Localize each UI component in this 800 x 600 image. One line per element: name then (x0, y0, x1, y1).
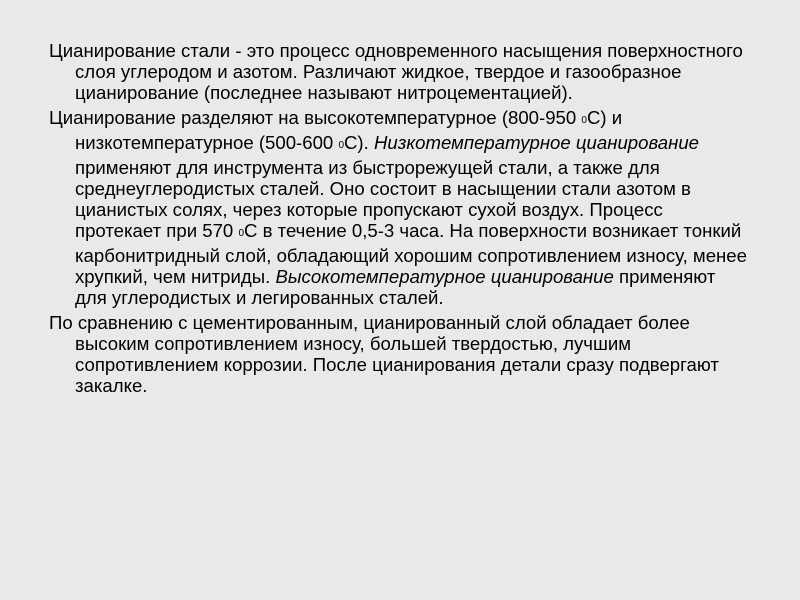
paragraph-cyanidation-types (49, 107, 753, 308)
paragraph-cyanidation-definition (49, 40, 749, 103)
text-segment: С) и низкотемпературное (500-600 (75, 107, 628, 153)
italic-term-high-temp: Высокотемпературное цианирование (275, 266, 614, 287)
degree-superscript: 0 (581, 115, 587, 126)
text-segment: С в течение 0,5-3 часа. На поверхности возникает тонкий карбонитридный слой, обладающий хорошим сопротивлением износу, менее хрупкий, чем нитриды. (75, 220, 753, 287)
text-segment: С). (344, 132, 374, 153)
text-segment: Цианирование стали - это процесс одновременного насыщения поверхностного слоя углеродом и азотом. Различают жидкое, твердое и газообразное цианирование (последнее называют нитроцементацией). (49, 40, 749, 103)
text-segment: применяют для инструмента из быстрорежущей стали, а также для среднеуглеродистых сталей. Оно состоит в насыщении стали азотом в цианистых солях, через которые пропускают сухой воздух. Процесс протекает при 570 (75, 132, 705, 241)
degree-superscript: 0 (238, 228, 244, 239)
text-segment: Цианирование разделяют на высокотемпературное (800-950 (49, 107, 582, 128)
degree-superscript: 0 (338, 140, 344, 151)
italic-term-low-temp: Низкотемпературное цианирование (373, 132, 700, 153)
text-segment: По сравнению с цементированным, цианированный слой обладает более высоким сопротивлением износу, большей твердостью, лучшим сопротивлением коррозии. После цианирования детали сразу подвергают закалке. (49, 312, 725, 396)
paragraph-comparison (49, 312, 749, 396)
text-segment: применяют для углеродистых и легированных сталей. (75, 266, 721, 308)
slide-body (49, 40, 753, 400)
